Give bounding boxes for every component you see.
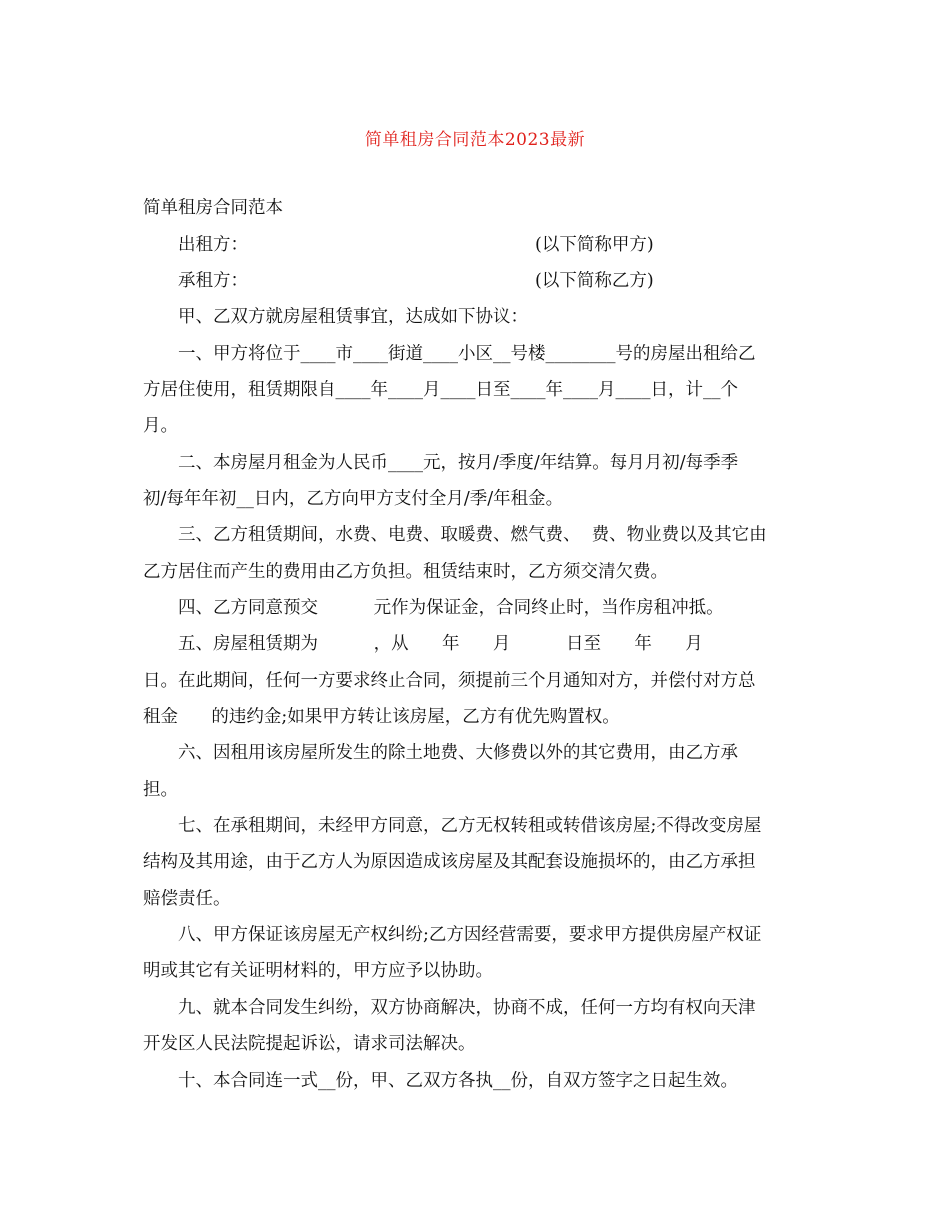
clause-6-line-1: 六、因租用该房屋所发生的除土地费、大修费以外的其它费用，由乙方承: [178, 743, 738, 763]
clause-6-line-2: 担。: [143, 780, 178, 800]
lessee-label: 承租方：: [178, 271, 248, 291]
clause-9-line-2: 开发区人民法院提起诉讼，请求司法解决。: [143, 1034, 476, 1054]
clause-5-line-2: 日。在此期间，任何一方要求终止合同，须提前三个月通知对方，并偿付对方总: [143, 671, 756, 691]
lessee-note: (以下简称乙方): [535, 271, 654, 291]
clause-8-line-2: 明或其它有关证明材料的，甲方应予以协助。: [143, 961, 493, 981]
clause-1-line-3: 月。: [143, 416, 178, 436]
clause-3-line-2: 乙方居住而产生的费用由乙方负担。租赁结束时，乙方须交清欠费。: [143, 562, 668, 582]
clause-8-line-1: 八、甲方保证该房屋无产权纠纷;乙方因经营需要，要求甲方提供房屋产权证: [178, 925, 762, 945]
lessor-label: 出租方：: [178, 235, 248, 255]
clause-3-line-1: 三、乙方租赁期间，水费、电费、取暖费、燃气费、 费、物业费以及其它由: [178, 525, 767, 545]
clause-2-line-1: 二、本房屋月租金为人民币____元，按月/季度/年结算。每月月初/每季季: [178, 453, 739, 473]
clause-5-line-1: 五、房屋租赁期为 ，从 年 月 日至 年 月: [178, 634, 703, 654]
clause-10-line-1: 十、本合同连一式__份，甲、乙双方各执__份，自双方签字之日起生效。: [178, 1071, 738, 1091]
clause-7-line-1: 七、在承租期间，未经甲方同意，乙方无权转租或转借该房屋;不得改变房屋: [178, 816, 762, 836]
lessor-note: (以下简称甲方): [535, 235, 654, 255]
clause-4-line-1: 四、乙方同意预交 元作为保证金，合同终止时，当作房租冲抵。: [178, 598, 724, 618]
document-title: 简单租房合同范本2023最新: [364, 130, 586, 150]
clause-2-line-2: 初/每年年初__日内，乙方向甲方支付全月/季/年租金。: [143, 489, 564, 509]
clause-5-line-3: 租金 的违约金;如果甲方转让该房屋，乙方有优先购置权。: [143, 707, 620, 727]
clause-1-line-1: 一、甲方将位于____市____街道____小区__号楼________号的房屋出租给乙: [178, 344, 756, 364]
subtitle: 简单租房合同范本: [143, 198, 283, 218]
clause-9-line-1: 九、就本合同发生纠纷，双方协商解决，协商不成，任何一方均有权向天津: [178, 998, 756, 1018]
clause-7-line-2: 结构及其用途，由于乙方人为原因造成该房屋及其配套设施损坏的，由乙方承担: [143, 852, 756, 872]
intro-paragraph: 甲、乙双方就房屋租赁事宜，达成如下协议：: [178, 307, 528, 327]
clause-1-line-2: 方居住使用，租赁期限自____年____月____日至____年____月____日，计__个: [143, 380, 738, 400]
clause-7-line-3: 赔偿责任。: [143, 889, 231, 909]
